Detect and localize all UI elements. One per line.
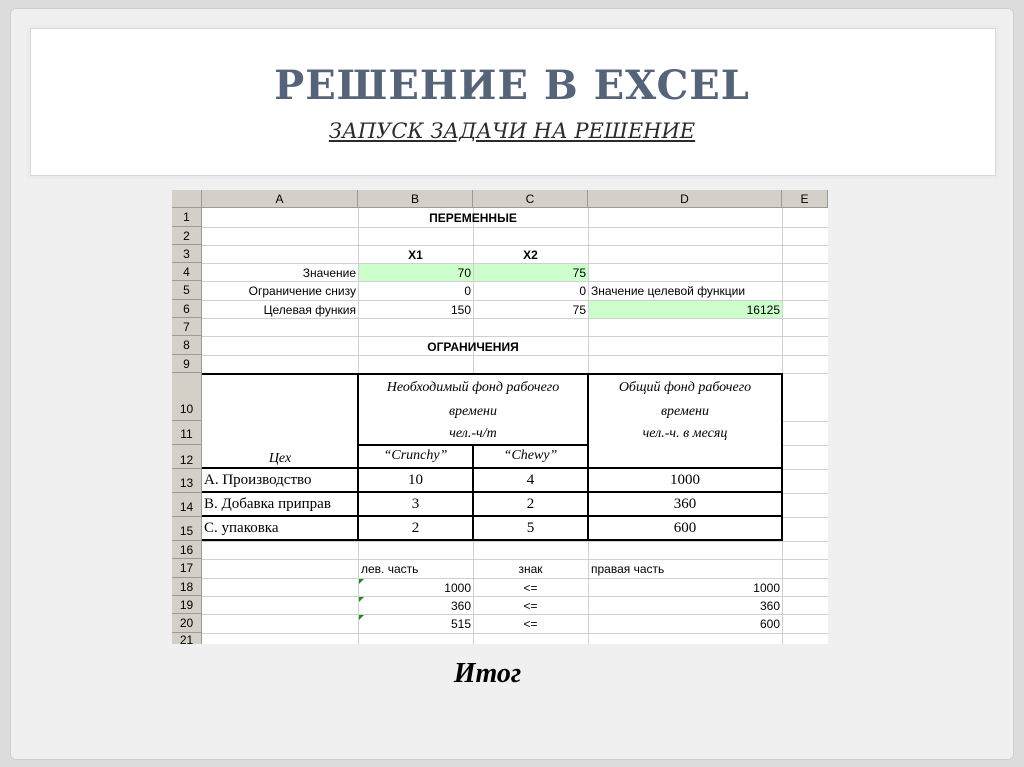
chewy-value[interactable]: 2 [526, 497, 535, 512]
total-fund-line2[interactable]: времени [660, 405, 710, 419]
table-border [357, 373, 359, 541]
gridline [202, 633, 828, 634]
needed-fund-unit[interactable]: чел.-ч/т [449, 427, 497, 441]
lhs-label[interactable]: лев. часть [361, 563, 419, 576]
sign-label[interactable]: знак [518, 563, 543, 576]
constraints-header[interactable]: ОГРАНИЧЕНИЯ [427, 341, 519, 354]
rhs-value[interactable]: 360 [759, 600, 780, 613]
gridline [202, 281, 828, 282]
x1-header[interactable]: X1 [408, 249, 423, 262]
row-header-5[interactable]: 5 [172, 281, 202, 300]
gridline [202, 355, 828, 356]
total-fund-line1[interactable]: Общий фонд рабочего [618, 381, 752, 395]
table-border [202, 491, 783, 493]
objective-value[interactable]: 16125 [746, 304, 780, 317]
table-border [202, 373, 783, 375]
total-fund-value[interactable]: 1000 [670, 473, 700, 488]
x1-lower-bound[interactable]: 0 [464, 285, 471, 298]
row-header-1[interactable]: 1 [172, 208, 202, 227]
row-header-12[interactable]: 12 [172, 445, 202, 469]
gridline [202, 227, 828, 228]
shop-name[interactable]: С. упаковка [204, 521, 279, 536]
x2-lower-bound[interactable]: 0 [579, 285, 586, 298]
row-header-4[interactable]: 4 [172, 263, 202, 281]
gridline [202, 336, 828, 337]
table-border [202, 467, 783, 469]
gridline [202, 559, 828, 560]
row-header-13[interactable]: 13 [172, 469, 202, 493]
x1-value[interactable]: 70 [457, 267, 471, 280]
gridline [202, 596, 828, 597]
slide-title: РЕШЕНИЕ В EXCEL [274, 62, 750, 109]
chewy-value[interactable]: 4 [526, 473, 535, 488]
x1-objective-coef[interactable]: 150 [450, 304, 471, 317]
column-header-e[interactable]: E [782, 190, 828, 208]
column-header-c[interactable]: C [473, 190, 588, 208]
gridline [202, 541, 828, 542]
row-header-11[interactable]: 11 [172, 421, 202, 445]
row-header-8[interactable]: 8 [172, 336, 202, 355]
total-fund-value[interactable]: 360 [673, 497, 697, 512]
variables-header[interactable]: ПЕРЕМЕННЫЕ [429, 212, 517, 225]
row-header-20[interactable]: 20 [172, 614, 202, 633]
shop-label[interactable]: Цех [268, 452, 292, 466]
gridline [202, 614, 828, 615]
table-border [202, 515, 783, 517]
row-header-18[interactable]: 18 [172, 578, 202, 596]
lhs-value[interactable]: 515 [450, 618, 471, 631]
table-border [202, 539, 783, 541]
column-header-d[interactable]: D [588, 190, 782, 208]
total-fund-unit[interactable]: чел.-ч. в месяц [642, 427, 728, 441]
row-header-10[interactable]: 10 [172, 373, 202, 421]
x2-objective-coef[interactable]: 75 [572, 304, 586, 317]
row-header-3[interactable]: 3 [172, 245, 202, 263]
shop-name[interactable]: В. Добавка приправ [204, 497, 331, 512]
spreadsheet [172, 190, 828, 644]
row-header-21[interactable]: 21 [172, 633, 202, 644]
result-caption: Итог [453, 658, 522, 689]
needed-fund-line1[interactable]: Необходимый фонд рабочего [386, 381, 560, 395]
x2-header[interactable]: X2 [523, 249, 538, 262]
row-header-14[interactable]: 14 [172, 493, 202, 517]
slide-subtitle: ЗАПУСК ЗАДАЧИ НА РЕШЕНИЕ [328, 119, 696, 143]
row-header-17[interactable]: 17 [172, 559, 202, 578]
select-all-corner[interactable] [172, 190, 202, 208]
lower-bound-label[interactable]: Ограничение снизу [248, 285, 356, 298]
row-header-2[interactable]: 2 [172, 227, 202, 245]
chewy-header[interactable]: “Chewy” [503, 449, 558, 463]
gridline [202, 300, 828, 301]
table-border [587, 373, 589, 541]
crunchy-header[interactable]: “Crunchy” [383, 449, 448, 463]
table-border [472, 444, 474, 541]
lhs-value[interactable]: 1000 [444, 582, 471, 595]
gridline [202, 318, 828, 319]
sign-value[interactable]: <= [523, 600, 538, 613]
row-header-7[interactable]: 7 [172, 318, 202, 336]
gridline [202, 263, 828, 264]
row-header-16[interactable]: 16 [172, 541, 202, 559]
column-header-a[interactable]: A [202, 190, 358, 208]
column-header-b[interactable]: B [358, 190, 473, 208]
row-header-15[interactable]: 15 [172, 517, 202, 541]
gridline [202, 245, 828, 246]
objective-label[interactable]: Целевая функия [263, 304, 356, 317]
crunchy-value[interactable]: 3 [411, 497, 420, 512]
x2-value[interactable]: 75 [572, 267, 586, 280]
row-header-9[interactable]: 9 [172, 355, 202, 373]
rhs-label[interactable]: правая часть [591, 563, 665, 576]
gridline [202, 578, 828, 579]
shop-name[interactable]: А. Производство [204, 473, 312, 488]
rhs-value[interactable]: 600 [759, 618, 780, 631]
objective-value-label[interactable]: Значение целевой функции [591, 285, 746, 298]
rhs-value[interactable]: 1000 [753, 582, 780, 595]
value-label[interactable]: Значение [302, 267, 356, 280]
lhs-value[interactable]: 360 [450, 600, 471, 613]
sign-value[interactable]: <= [523, 582, 538, 595]
crunchy-value[interactable]: 10 [408, 473, 423, 488]
sign-value[interactable]: <= [523, 618, 538, 631]
row-header-6[interactable]: 6 [172, 300, 202, 318]
crunchy-value[interactable]: 2 [411, 521, 420, 536]
needed-fund-line2[interactable]: времени [448, 405, 498, 419]
chewy-value[interactable]: 5 [526, 521, 535, 536]
row-header-19[interactable]: 19 [172, 596, 202, 614]
table-border [781, 373, 783, 541]
total-fund-value[interactable]: 600 [673, 521, 697, 536]
